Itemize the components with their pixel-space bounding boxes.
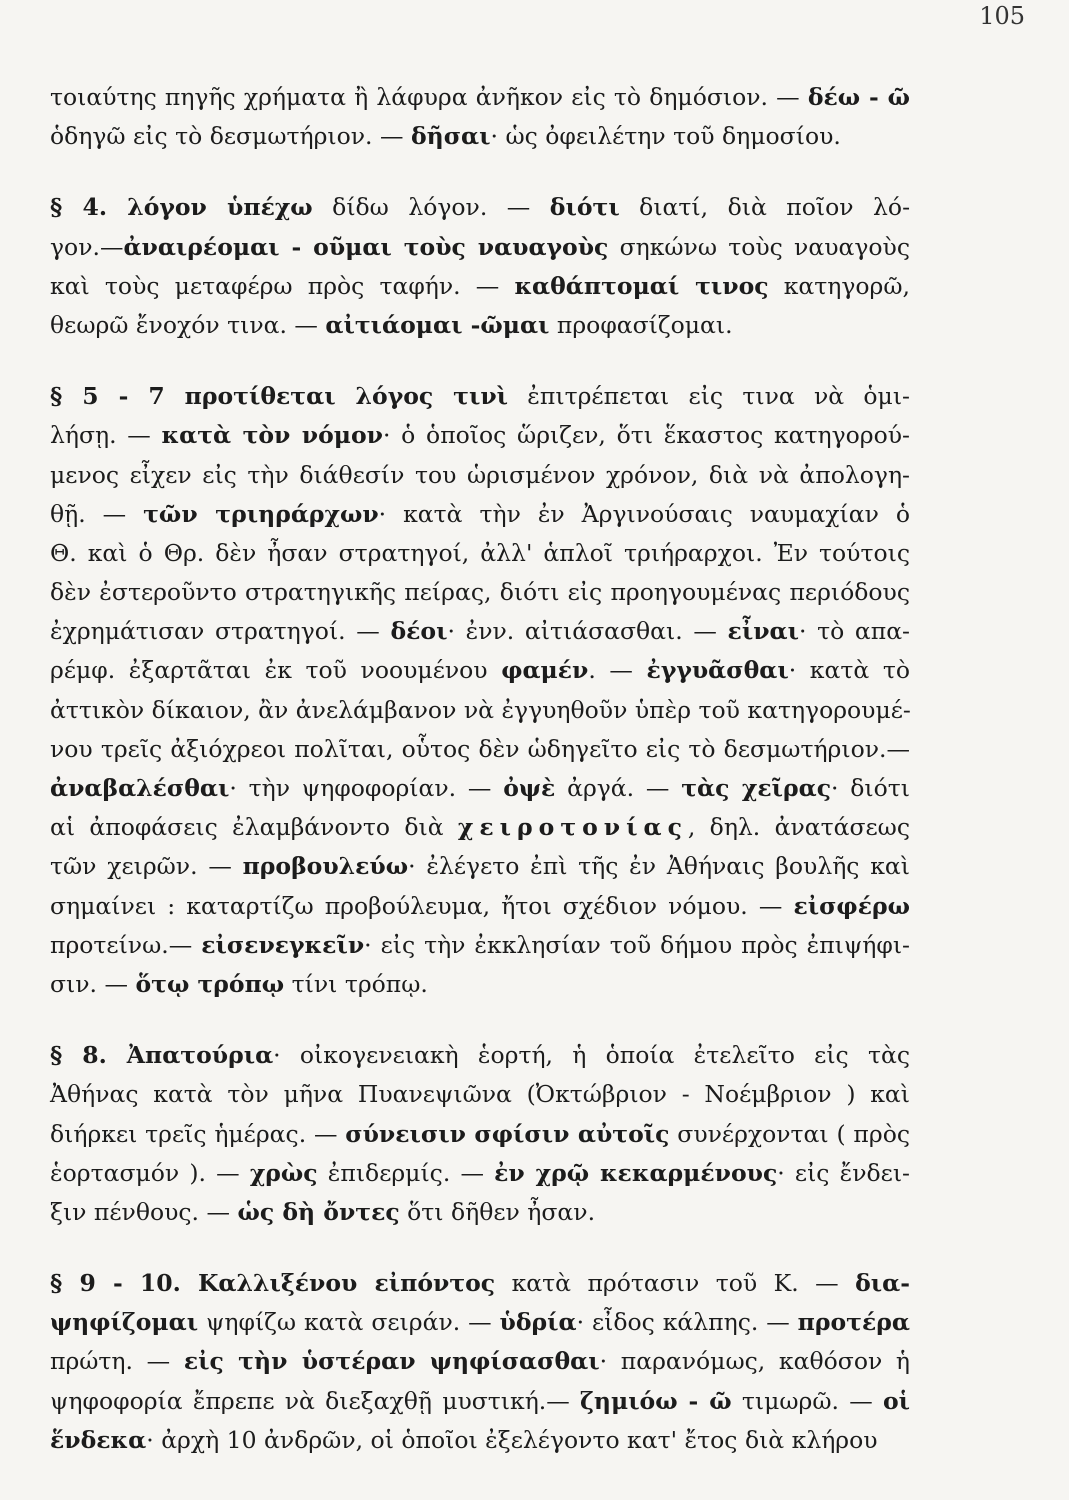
- lemma-term: λόγον ὑπέχω: [127, 193, 313, 222]
- text-line: [50, 847, 910, 886]
- lemma-term: προτίθεται λόγος τινὶ: [184, 382, 509, 411]
- text-line: [50, 117, 910, 156]
- text-line: [50, 612, 910, 651]
- lemma-term: χειροτονίας: [457, 813, 688, 842]
- lemma-term: ἀναβαλέσθαι: [50, 774, 230, 802]
- gloss-text: νου τρεῖς ἀξιόχρεοι πολῖται, οὗτος δὲν ὡδηγεῖτο εἰς τὸ δεσμωτήριον.—: [50, 734, 910, 763]
- page-number: 105: [979, 2, 1025, 30]
- lemma-term: καθάπτομαί τινος: [514, 271, 769, 300]
- lemma-term: ζημιόω - ῶ: [579, 1386, 732, 1415]
- lemma-term: χρὼς: [249, 1158, 318, 1187]
- lemma-term: ἀναιρέομαι - οῦμαι τοὺς ναυαγοὺς: [123, 232, 609, 261]
- lemma-term: § 8.: [50, 1041, 127, 1070]
- lemma-term: σύνεισιν σφίσιν αὐτοῖς: [345, 1119, 670, 1148]
- gloss-text: · οἰκογενειακὴ ἑορτή, ἡ ὁποία ἐτελεῖτο εἰς τὰς: [273, 1041, 910, 1070]
- gloss-text: καὶ τοὺς μεταφέρω πρὸς ταφήν. —: [50, 271, 515, 300]
- gloss-text: ὁδηγῶ εἰς τὸ δεσμωτήριον. —: [50, 122, 411, 151]
- lemma-term: § 5 - 7: [50, 382, 185, 411]
- text-line: [50, 808, 910, 847]
- gloss-text: μενος εἶχεν εἰς τὴν διάθεσίν του ὡρισμένον χρόνον, διὰ νὰ ἀπολογη-: [50, 460, 910, 489]
- text-line: [50, 1154, 910, 1193]
- gloss-text: ἀργά. —: [555, 774, 682, 802]
- gloss-text: τίνι τρόπῳ.: [284, 969, 428, 998]
- text-line: [50, 1075, 910, 1114]
- text-line: [50, 887, 910, 926]
- commentary-text: [50, 78, 910, 1460]
- gloss-text: · παρανόμως, καθόσον ἡ: [599, 1347, 911, 1376]
- gloss-text: θεωρῶ ἔνοχόν τινα. —: [50, 310, 326, 339]
- gloss-text: · εἰς τὴν ἐκκλησίαν τοῦ δήμου πρὸς ἐπιψήφι-: [364, 930, 910, 959]
- gloss-text: · κατὰ τὸ: [788, 656, 910, 685]
- gloss-text: αἱ ἀποφάσεις ἐλαμβάνοντο διὰ: [50, 813, 458, 842]
- text-line: [50, 730, 910, 769]
- gloss-text: · ὁ ὁποῖος ὥριζεν, ὅτι ἕκαστος κατηγορού-: [382, 421, 910, 450]
- text-line: [50, 1193, 910, 1232]
- lemma-term: τῶν τριηράρχων: [143, 499, 379, 528]
- lemma-term: εἰς τὴν ὑστέραν ψηφίσασθαι: [183, 1347, 600, 1376]
- text-line: [50, 456, 910, 495]
- lemma-term: εἰσφέρω: [793, 891, 910, 920]
- gloss-text: , δηλ. ἀνατάσεως: [687, 813, 911, 842]
- lemma-term: δέω - ῶ: [807, 83, 910, 111]
- text-line: [50, 1036, 910, 1075]
- gloss-text: ὅτι δῆθεν ἦσαν.: [399, 1197, 596, 1226]
- text-line: [50, 1342, 910, 1381]
- gloss-text: · ἐνν. αἰτιάσασθαι. —: [447, 617, 728, 646]
- gloss-text: προφασίζομαι.: [549, 310, 733, 339]
- gloss-text: κατηγορῶ,: [768, 271, 911, 300]
- lemma-term: εἶναι: [727, 617, 799, 646]
- gloss-text: πρώτη. —: [50, 1347, 184, 1376]
- gloss-text: συνέρχονται ( πρὸς: [669, 1119, 910, 1148]
- text-line: [50, 651, 910, 690]
- lemma-term: ὑδρία: [499, 1308, 577, 1337]
- lemma-term: ὡς δὴ ὄντες: [237, 1197, 400, 1226]
- lemma-term: αἰτιάομαι -ῶμαι: [325, 310, 550, 339]
- gloss-text: τοιαύτης πηγῆς χρήματα ἢ λάφυρα ἀνῆκον εἰς τὸ δημόσιον. —: [50, 83, 808, 111]
- text-line: [50, 228, 910, 267]
- gloss-text: ἑορτασμόν ). —: [50, 1158, 250, 1187]
- lemma-term: δέοι: [390, 617, 448, 646]
- lemma-term: κατὰ τὸν νόμον: [161, 421, 383, 450]
- gloss-text: . —: [588, 656, 647, 685]
- gloss-text: διήρκει τρεῖς ἡμέρας. —: [50, 1119, 346, 1148]
- text-line: [50, 1303, 910, 1342]
- text-line: [50, 495, 910, 534]
- text-line: [50, 534, 910, 573]
- gloss-text: ρέμφ. ἐξαρτᾶται ἐκ τοῦ νοουμένου: [50, 656, 502, 685]
- text-line: [50, 769, 910, 808]
- gloss-text: διατί, διὰ ποῖον λό-: [619, 193, 911, 222]
- text-line: [50, 1115, 910, 1154]
- lemma-term: ὀψὲ: [503, 774, 556, 802]
- lemma-term: ὅτῳ τρόπῳ: [135, 969, 285, 998]
- text-line: [50, 691, 910, 730]
- gloss-text: · ἐλέγετο ἐπὶ τῆς ἐν Ἀθήναις βουλῆς καὶ: [408, 852, 910, 881]
- gloss-text: σημαίνει : καταρτίζω προβούλευμα, ἤτοι σχέδιον νόμου. —: [50, 891, 794, 920]
- text-line: [50, 78, 910, 117]
- gloss-text: γον.—: [50, 232, 124, 261]
- lemma-term: Ἀπατούρια: [126, 1041, 274, 1070]
- gloss-text: · εἰς ἔνδει-: [777, 1158, 910, 1187]
- gloss-text: ἀττικὸν δίκαιον, ἂν ἀνελάμβανον νὰ ἐγγυηθοῦν ὑπὲρ τοῦ κατηγορουμέ-: [50, 695, 911, 724]
- gloss-text: ξιν πένθους. —: [50, 1197, 238, 1226]
- gloss-text: ἐπιτρέπεται εἰς τινα νὰ ὁμι-: [508, 382, 910, 411]
- lemma-term: τὰς χεῖρας: [681, 774, 832, 802]
- gloss-text: ψηφίζω κατὰ σειράν. —: [198, 1308, 500, 1337]
- lemma-term: § 4.: [50, 193, 128, 222]
- gloss-text: · τὸ απα-: [798, 617, 911, 646]
- lemma-term: ἐγγυᾶσθαι: [646, 656, 789, 685]
- text-line: [50, 926, 910, 965]
- gloss-text: Ἀθήνας κατὰ τὸν μῆνα Πυανεψιῶνα (Ὀκτώβριον - Νοέμβριον ) καὶ: [50, 1080, 910, 1109]
- lemma-term: δῆσαι: [410, 122, 491, 151]
- gloss-text: προτείνω.—: [50, 930, 202, 959]
- gloss-text: τῶν χειρῶν. —: [50, 852, 243, 881]
- gloss-text: δὲν ἐστεροῦντο στρατηγικῆς πείρας, διότι εἰς προηγουμένας περιόδους: [50, 578, 910, 607]
- gloss-text: κατὰ πρότασιν τοῦ Κ. —: [495, 1269, 856, 1298]
- text-line: [50, 416, 910, 455]
- text-line: [50, 965, 910, 1004]
- lemma-term: προτέρα: [797, 1308, 910, 1337]
- text-line: [50, 267, 910, 306]
- text-line: [50, 1421, 910, 1460]
- lemma-term: ἕνδεκα: [50, 1425, 147, 1454]
- text-line: [50, 188, 910, 227]
- gloss-text: δίδω λόγον. —: [312, 193, 550, 222]
- gloss-text: · κατὰ τὴν ἐν Ἀργινούσαις ναυμαχίαν ὁ: [378, 499, 910, 528]
- text-line: [50, 1382, 910, 1421]
- gloss-text: · ἀρχὴ 10 ἀνδρῶν, οἱ ὁποῖοι ἐξελέγοντο κατ' ἔτος διὰ κλήρου: [146, 1425, 878, 1454]
- lemma-term: δια-: [855, 1269, 911, 1298]
- lemma-term: ἐν χρῷ κεκαρμένους: [494, 1158, 778, 1187]
- gloss-text: τιμωρῶ. —: [731, 1386, 883, 1415]
- text-line: [50, 306, 910, 345]
- lemma-term: οἱ: [882, 1386, 910, 1415]
- text-line: [50, 573, 910, 612]
- gloss-text: · διότι: [831, 774, 910, 802]
- gloss-text: · ὡς ὀφειλέτην τοῦ δημοσίου.: [490, 122, 841, 151]
- gloss-text: σηκώνω τοὺς ναυαγοὺς: [608, 232, 910, 261]
- gloss-text: ψηφοφορία ἔπρεπε νὰ διεξαχθῇ μυστική.—: [50, 1386, 580, 1415]
- lemma-term: § 9 - 10.: [50, 1269, 198, 1298]
- gloss-text: θῇ. —: [50, 499, 144, 528]
- lemma-term: προβουλεύω: [242, 852, 409, 881]
- lemma-term: εἰσενεγκεῖν: [201, 930, 365, 959]
- lemma-term: φαμέν: [501, 656, 589, 685]
- lemma-term: ψηφίζομαι: [50, 1308, 199, 1337]
- gloss-text: ἐπιδερμίς. —: [317, 1158, 495, 1187]
- gloss-text: λήσῃ. —: [50, 421, 162, 450]
- text-line: [50, 377, 910, 416]
- gloss-text: σιν. —: [50, 969, 136, 998]
- text-line: [50, 1264, 910, 1303]
- gloss-text: Θ. καὶ ὁ Θρ. δὲν ἦσαν στρατηγοί, ἀλλ' ἁπλοῖ τριήραρχοι. Ἐν τούτοις: [50, 538, 910, 567]
- gloss-text: · τὴν ψηφοφορίαν. —: [229, 774, 504, 802]
- lemma-term: Καλλιξένου εἰπόντος: [197, 1269, 496, 1298]
- gloss-text: ἐχρημάτισαν στρατηγοί. —: [50, 617, 391, 646]
- lemma-term: διότι: [549, 193, 620, 222]
- gloss-text: · εἶδος κάλπης. —: [576, 1308, 798, 1337]
